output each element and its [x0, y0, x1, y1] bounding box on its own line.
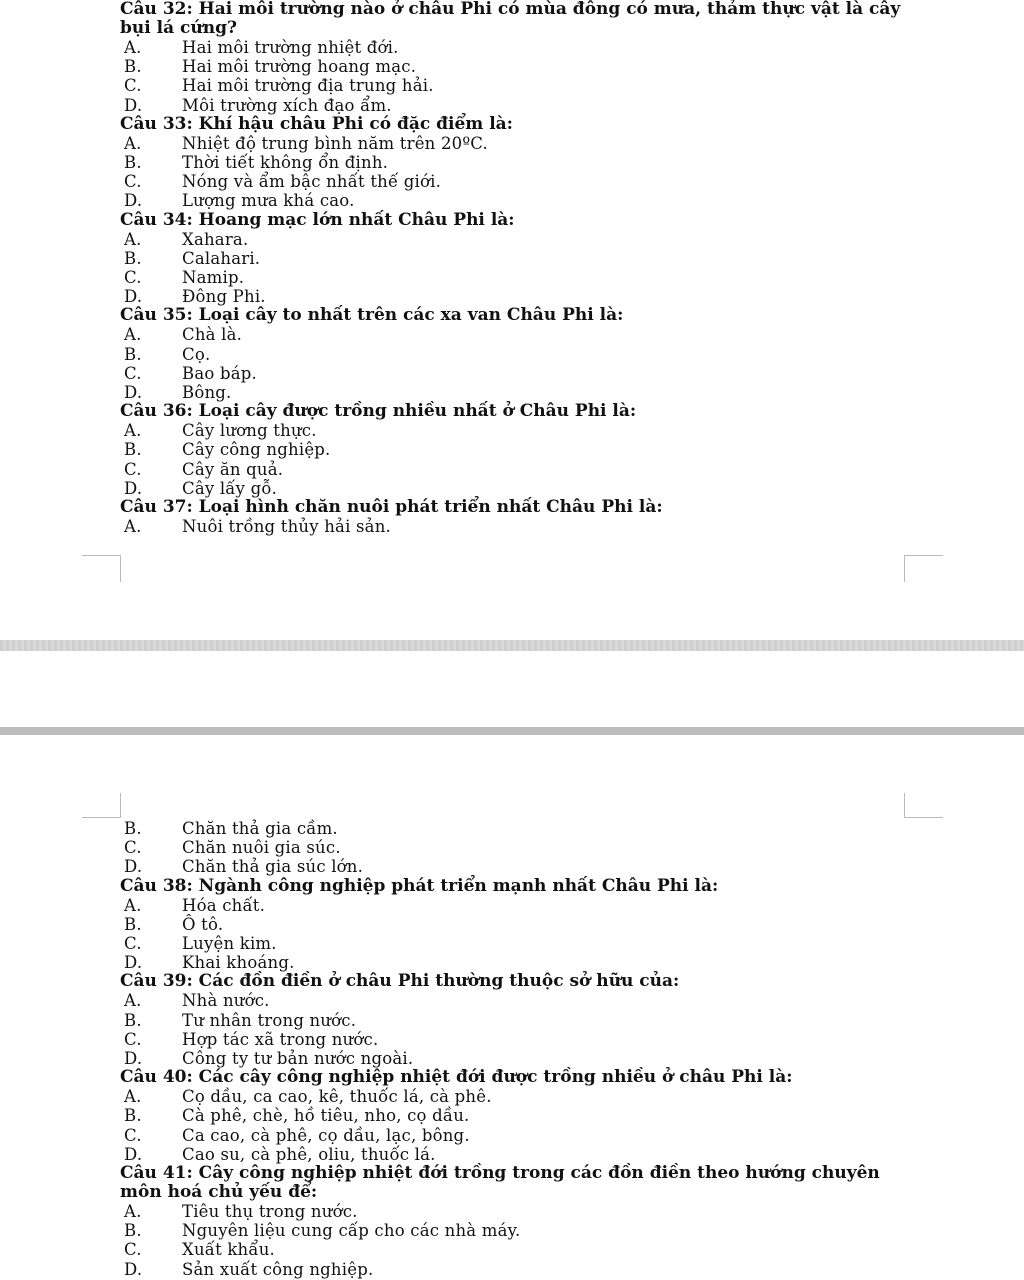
answer-option	[120, 287, 920, 306]
answer-option	[120, 1260, 920, 1279]
option-text: Nuôi trồng thủy hải sản.	[182, 517, 391, 537]
margin-corner-mark	[82, 555, 121, 582]
option-text: Cây lấy gỗ.	[182, 478, 278, 498]
option-text: Cao su, cà phê, oliu, thuốc lá.	[182, 1144, 436, 1164]
option-letter: D.	[124, 953, 143, 973]
question-text: Câu 35: Loại cây to nhất trên các xa van Châu Phi là:	[120, 305, 624, 326]
option-text: Chăn thả gia súc lớn.	[182, 857, 364, 877]
option-text: Nhiệt độ trung bình năm trên 20ºC.	[182, 133, 488, 153]
answer-option	[120, 1126, 920, 1145]
option-letter: B.	[124, 1106, 142, 1126]
option-letter: D.	[124, 857, 143, 877]
option-letter: A.	[124, 229, 142, 249]
answer-option	[120, 230, 920, 249]
answer-option	[120, 96, 920, 115]
question-text: Câu 37: Loại hình chăn nuôi phát triển nhất Châu Phi là:	[120, 497, 663, 518]
option-text: Chăn thả gia cầm.	[182, 819, 338, 838]
option-letter: C.	[124, 1240, 142, 1260]
option-text: Môi trường xích đạo ẩm.	[182, 95, 392, 115]
question-block	[120, 402, 920, 498]
option-text: Cây công nghiệp.	[182, 440, 331, 460]
option-text: Hai môi trường hoang mạc.	[182, 57, 417, 77]
option-letter: D.	[124, 191, 143, 211]
option-text: Ô tô.	[182, 914, 224, 934]
option-letter: C.	[124, 934, 142, 954]
answer-option	[120, 421, 920, 440]
option-letter: D.	[124, 95, 143, 115]
option-text: Tư nhân trong nước.	[182, 1010, 357, 1030]
option-text: Nguyên liệu cung cấp cho các nhà máy.	[182, 1221, 521, 1241]
option-text: Cây ăn quả.	[182, 459, 284, 479]
answer-option	[120, 38, 920, 57]
option-letter: C.	[124, 76, 142, 96]
answer-option	[120, 1145, 920, 1164]
option-text: Calahari.	[182, 248, 261, 268]
question-text: Câu 41: Cây công nghiệp nhiệt đới trồng trong các đồn điền theo hướng chuyên môn hoá chủ yếu để:	[120, 1163, 880, 1203]
answer-option	[120, 953, 920, 972]
option-text: Chà là.	[182, 325, 243, 345]
answer-option	[120, 57, 920, 76]
answer-option	[120, 1202, 920, 1221]
answer-option	[120, 517, 920, 536]
option-text: Thời tiết không ổn định.	[182, 153, 389, 173]
option-text: Hai môi trường địa trung hải.	[182, 76, 434, 96]
answer-option	[120, 134, 920, 153]
page-separator-bottom	[0, 727, 1024, 735]
option-letter: C.	[124, 363, 142, 383]
option-letter: A.	[124, 991, 142, 1011]
option-letter: C.	[124, 1029, 142, 1049]
option-text: Hợp tác xã trong nước.	[182, 1029, 379, 1049]
question-block	[120, 819, 920, 877]
answer-option	[120, 1011, 920, 1030]
answer-option	[120, 896, 920, 915]
option-letter: C.	[124, 268, 142, 288]
option-letter: C.	[124, 1125, 142, 1145]
answer-option	[120, 1106, 920, 1125]
page-separator	[0, 640, 1024, 735]
option-letter: B.	[124, 1221, 142, 1241]
answer-option	[120, 76, 920, 95]
answer-option	[120, 1030, 920, 1049]
margin-corner-mark	[904, 555, 943, 582]
page-separator-top	[0, 640, 1024, 651]
question-block	[120, 1164, 920, 1279]
answer-option	[120, 364, 920, 383]
option-letter: A.	[124, 421, 142, 441]
question-text: Câu 39: Các đồn điền ở châu Phi thường thuộc sở hữu của:	[120, 971, 680, 992]
option-text: Công ty tư bản nước ngoài.	[182, 1049, 414, 1069]
question-text: Câu 36: Loại cây được trồng nhiều nhất ở Châu Phi là:	[120, 401, 637, 422]
answer-option	[120, 1087, 920, 1106]
question-text: Câu 40: Các cây công nghiệp nhiệt đới được trồng nhiều ở châu Phi là:	[120, 1067, 793, 1088]
option-text: Sản xuất công nghiệp.	[182, 1259, 374, 1279]
option-letter: A.	[124, 38, 142, 57]
option-letter: B.	[124, 914, 142, 934]
answer-option	[120, 1221, 920, 1240]
option-letter: D.	[124, 478, 143, 498]
answer-option	[120, 440, 920, 459]
answer-option	[120, 479, 920, 498]
answer-option	[120, 325, 920, 344]
option-letter: A.	[124, 1202, 142, 1222]
option-text: Tiêu thụ trong nước.	[182, 1202, 358, 1222]
answer-option	[120, 1240, 920, 1259]
option-letter: C.	[124, 172, 142, 192]
page-1-content	[120, 0, 920, 536]
answer-option	[120, 991, 920, 1010]
option-text: Xuất khẩu.	[182, 1240, 275, 1260]
question-text: Câu 34: Hoang mạc lớn nhất Châu Phi là:	[120, 209, 515, 230]
answer-option	[120, 153, 920, 172]
option-letter: A.	[124, 133, 142, 153]
answer-option	[120, 838, 920, 857]
option-text: Chăn nuôi gia súc.	[182, 838, 341, 858]
option-letter: A.	[124, 517, 142, 537]
option-letter: D.	[124, 383, 143, 403]
option-text: Nóng và ẩm bậc nhất thế giới.	[182, 172, 442, 192]
question-block	[120, 498, 920, 536]
answer-option	[120, 819, 920, 838]
option-text: Khai khoáng.	[182, 953, 295, 973]
answer-option	[120, 383, 920, 402]
option-text: Namip.	[182, 268, 245, 288]
page-2-content	[120, 819, 920, 1279]
question-text: Câu 32: Hai môi trường nào ở châu Phi có mùa đông có mưa, thảm thực vật là cây bụi lá cứng?	[120, 0, 901, 38]
option-text: Ca cao, cà phê, cọ dầu, lạc, bông.	[182, 1125, 470, 1145]
option-letter: B.	[124, 440, 142, 460]
option-text: Cọ dầu, ca cao, kê, thuốc lá, cà phê.	[182, 1087, 492, 1107]
margin-corner-mark	[904, 793, 943, 818]
option-text: Cọ.	[182, 344, 211, 364]
question-block	[120, 115, 920, 211]
question-block	[120, 972, 920, 1068]
answer-option	[120, 268, 920, 287]
option-letter: B.	[124, 344, 142, 364]
answer-option	[120, 191, 920, 210]
option-text: Luyện kim.	[182, 934, 277, 954]
answer-option	[120, 915, 920, 934]
option-text: Lượng mưa khá cao.	[182, 191, 355, 211]
option-letter: B.	[124, 248, 142, 268]
option-letter: C.	[124, 838, 142, 858]
question-block	[120, 306, 920, 402]
option-text: Hai môi trường nhiệt đới.	[182, 38, 399, 57]
option-letter: D.	[124, 1259, 143, 1279]
option-letter: B.	[124, 1010, 142, 1030]
option-letter: C.	[124, 459, 142, 479]
margin-corner-mark	[82, 793, 121, 818]
option-letter: B.	[124, 819, 142, 838]
question-text: Câu 38: Ngành công nghiệp phát triển mạnh nhất Châu Phi là:	[120, 875, 719, 896]
question-block	[120, 1068, 920, 1164]
question-block	[120, 211, 920, 307]
option-text: Xahara.	[182, 229, 249, 249]
question-text: Câu 33: Khí hậu châu Phi có đặc điểm là:	[120, 113, 513, 134]
answer-option	[120, 1049, 920, 1068]
answer-option	[120, 857, 920, 876]
option-text: Cây lương thực.	[182, 421, 317, 441]
option-text: Bông.	[182, 383, 232, 403]
document-page-2	[0, 735, 1024, 1280]
answer-option	[120, 934, 920, 953]
option-letter: A.	[124, 325, 142, 345]
option-text: Nhà nước.	[182, 991, 270, 1011]
option-letter: D.	[124, 287, 143, 307]
option-text: Hóa chất.	[182, 895, 266, 915]
option-letter: A.	[124, 895, 142, 915]
option-letter: B.	[124, 57, 142, 77]
answer-option	[120, 249, 920, 268]
option-letter: B.	[124, 153, 142, 173]
option-letter: D.	[124, 1144, 143, 1164]
answer-option	[120, 345, 920, 364]
option-text: Đông Phi.	[182, 287, 266, 307]
answer-option	[120, 172, 920, 191]
answer-option	[120, 460, 920, 479]
option-text: Cà phê, chè, hồ tiêu, nho, cọ dầu.	[182, 1106, 470, 1126]
question-block	[120, 0, 920, 115]
question-block	[120, 877, 920, 973]
option-text: Bao báp.	[182, 363, 257, 383]
option-letter: D.	[124, 1049, 143, 1069]
option-letter: A.	[124, 1087, 142, 1107]
